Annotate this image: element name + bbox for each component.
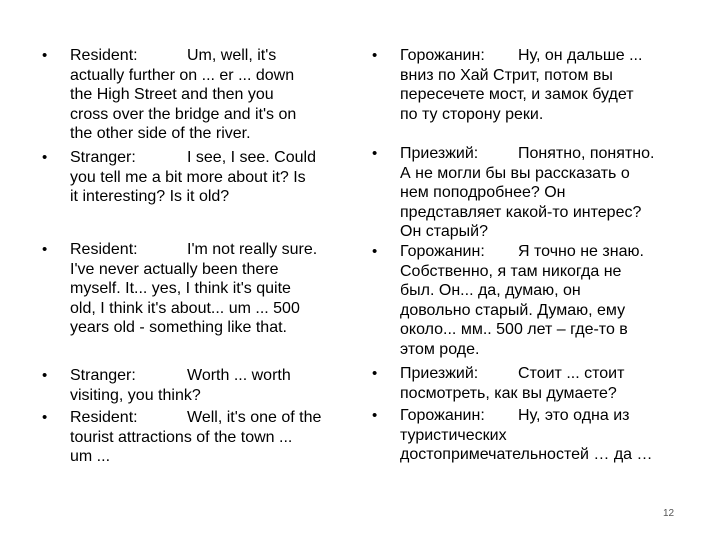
utterance-text: Ну, он дальше ... xyxy=(518,47,643,64)
speaker-label: Resident: xyxy=(70,241,138,258)
utterance-line: довольно старый. Думаю, ему xyxy=(400,301,626,319)
bullet: • xyxy=(372,145,378,162)
speaker-label: Горожанин: xyxy=(400,47,485,64)
list-item xyxy=(372,144,655,242)
utterance-line: years old - something like that. xyxy=(70,319,287,337)
utterance-text: Понятно, понятно. xyxy=(518,145,655,162)
list-item xyxy=(42,366,291,405)
utterance-line: достопримечательностей … да … xyxy=(400,446,653,464)
list-item xyxy=(372,364,625,403)
utterance-line: the High Street and then you xyxy=(70,86,274,104)
bullet: • xyxy=(42,47,48,64)
utterance-line: visiting, you think? xyxy=(70,386,201,404)
utterance-line: посмотреть, как вы думаете? xyxy=(400,384,617,402)
bullet: • xyxy=(42,367,48,384)
utterance-line: the other side of the river. xyxy=(70,125,251,143)
bullet: • xyxy=(372,407,378,424)
bullet: • xyxy=(42,241,48,258)
utterance-text: Ну, это одна из xyxy=(518,407,630,424)
bullet: • xyxy=(372,47,378,64)
speaker-label: Stranger: xyxy=(70,367,136,384)
utterance-line: you tell me a bit more about it? Is xyxy=(70,168,306,186)
utterance-line: нем поподробнее? Он xyxy=(400,184,566,202)
utterance-text: I'm not really sure. xyxy=(187,241,318,258)
utterance-line: около... мм.. 500 лет – где-то в xyxy=(400,321,628,339)
utterance-line: Он старый? xyxy=(400,223,489,241)
utterance-text: Worth ... worth xyxy=(187,367,291,384)
utterance-line: myself. It... yes, I think it's quite xyxy=(70,280,291,298)
utterance-text: Well, it's one of the xyxy=(187,409,322,426)
list-item xyxy=(372,46,643,124)
utterance-text: Я точно не знаю. xyxy=(518,243,644,260)
list-item xyxy=(372,242,644,360)
speaker-label: Resident: xyxy=(70,47,138,64)
utterance-line: по ту сторону реки. xyxy=(400,105,544,123)
utterance-line: этом роде. xyxy=(400,340,480,358)
utterance-line: А не могли бы вы рассказать о xyxy=(400,164,630,182)
speaker-label: Горожанин: xyxy=(400,243,485,260)
list-item xyxy=(42,46,297,144)
utterance-line: туристических xyxy=(400,426,507,444)
speaker-label: Приезжий: xyxy=(400,145,479,162)
utterance-text: Um, well, it's xyxy=(187,47,277,64)
list-item xyxy=(372,406,653,465)
utterance-line: cross over the bridge and it's on xyxy=(70,105,297,123)
speaker-label: Resident: xyxy=(70,409,138,426)
utterance-line: пересечете мост, и замок будет xyxy=(400,86,634,104)
utterance-text: Стоит ... стоит xyxy=(518,365,625,382)
utterance-line: actually further on ... er ... down xyxy=(70,66,295,84)
speaker-label: Stranger: xyxy=(70,149,136,166)
speaker-label: Приезжий: xyxy=(400,365,479,382)
list-item xyxy=(42,148,316,207)
page-number: 12 xyxy=(663,508,675,519)
bullet: • xyxy=(42,149,48,166)
utterance-line: представляет какой-то интерес? xyxy=(400,203,642,221)
list-item xyxy=(42,408,322,467)
bullet: • xyxy=(372,243,378,260)
list-item xyxy=(42,240,318,338)
utterance-line: it interesting? Is it old? xyxy=(70,188,230,206)
utterance-line: um ... xyxy=(70,448,111,466)
utterance-line: I've never actually been there xyxy=(70,260,279,278)
utterance-line: tourist attractions of the town ... xyxy=(70,428,293,446)
utterance-line: Собственно, я там никогда не xyxy=(400,262,622,280)
utterance-line: вниз по Хай Стрит, потом вы xyxy=(400,66,613,84)
bullet: • xyxy=(42,409,48,426)
utterance-line: был. Он... да, думаю, он xyxy=(400,282,581,300)
bullet: • xyxy=(372,365,378,382)
speaker-label: Горожанин: xyxy=(400,407,485,424)
utterance-text: I see, I see. Could xyxy=(187,149,316,166)
utterance-line: old, I think it's about... um ... 500 xyxy=(70,299,300,317)
